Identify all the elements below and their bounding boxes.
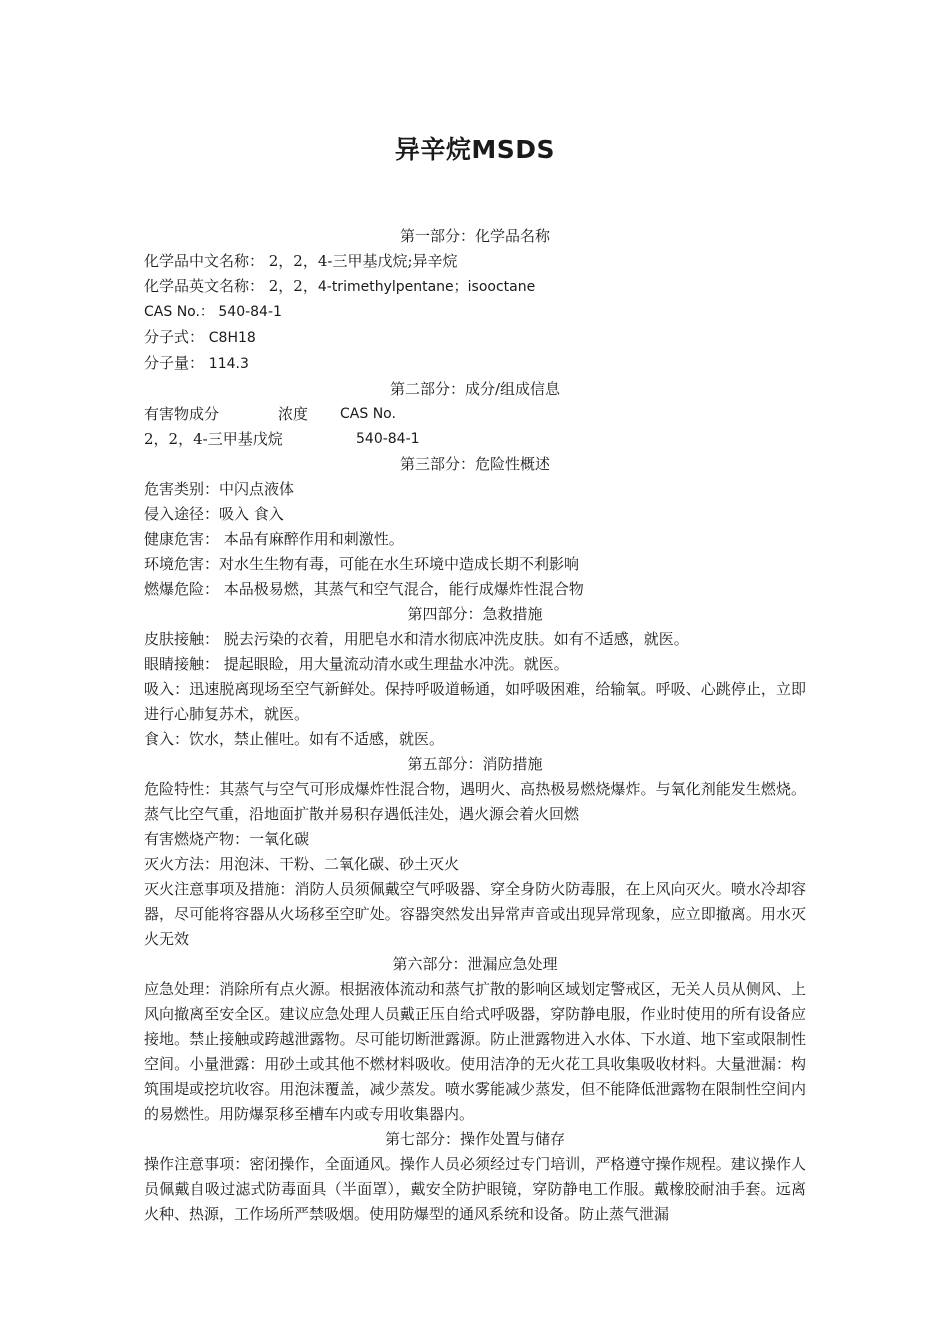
combustion-product-line: 有害燃烧产物：一氧化碳 bbox=[144, 830, 310, 848]
part7-heading: 第七部分：操作处置与储存 bbox=[384, 1130, 565, 1148]
weight-label: 分子量： bbox=[144, 354, 209, 372]
composition-header-concentration: 浓度 bbox=[278, 405, 309, 423]
weight-value: 114.3 bbox=[208, 356, 249, 372]
formula-line bbox=[144, 325, 806, 351]
composition-component: 2，2，4-三甲基戊烷 bbox=[144, 430, 283, 448]
environment-hazard-line: 环境危害：对水生生物有毒，可能在水生环境中造成长期不利影响 bbox=[144, 555, 580, 573]
part1-heading: 第一部分：化学品名称 bbox=[399, 227, 550, 245]
emergency-handling-line: 应急处理：消除所有点火源。根据液体流动和蒸气扩散的影响区域划定警戒区，无关人员从侧风、上风向撤离至安全区。建议应急处理人员戴正压自给式呼吸器，穿防静电服，作业时使用的所有设备应接地。禁止接触或跨越泄露物。尽可能切断泄露源。防止泄露物进入水体、下水道、地下室或限制性空间。小量泄露：用砂土或其他不燃材料吸收。使用洁净的无火花工具收集吸收材料。大量泄漏：构筑围堤或挖坑收容。用泡沫覆盖，减少蒸发。喷水雾能减少蒸发，但不能降低泄露物在限制性空间内的易燃性。用防爆泵移至槽车内或专用收集器内。 bbox=[144, 980, 806, 1123]
extinguish-method-line: 灭火方法：用泡沫、干粉、二氧化碳、砂土灭火 bbox=[144, 855, 460, 873]
part3-heading: 第三部分：危险性概述 bbox=[399, 455, 550, 473]
en-name-value: 4-trimethylpentane；isooctane bbox=[317, 279, 536, 295]
hazard-property-line: 危险特性：其蒸气与空气可形成爆炸性混合物，遇明火、高热极易燃烧爆炸。与氧化剂能发生燃烧。蒸气比空气重，沿地面扩散并易积存遇低洼处，遇火源会着火回燃 bbox=[144, 780, 806, 823]
document-body bbox=[144, 224, 806, 1227]
en-name-line bbox=[144, 274, 806, 300]
part4-heading: 第四部分：急救措施 bbox=[407, 605, 543, 623]
hazard-class-line: 危害类别：中闪点液体 bbox=[144, 480, 295, 498]
en-name-label: 化学品英文名称： 2，2， bbox=[144, 277, 318, 295]
formula-value: C8H18 bbox=[208, 330, 256, 346]
formula-label: 分子式： bbox=[144, 328, 209, 346]
part6-heading: 第六部分：泄漏应急处理 bbox=[392, 955, 558, 973]
ingestion-line: 食入：饮水，禁止催吐。如有不适感，就医。 bbox=[144, 730, 445, 748]
cas-line: CAS No.： 540-84-1 bbox=[144, 304, 282, 320]
part5-heading: 第五部分：消防措施 bbox=[407, 755, 543, 773]
composition-header-row bbox=[144, 402, 806, 427]
composition-header-component: 有害物成分 bbox=[144, 405, 220, 423]
operation-note-line: 操作注意事项：密闭操作，全面通风。操作人员必须经过专门培训，严格遵守操作规程。建议操作人员佩戴自吸过滤式防毒面具（半面罩），戴安全防护眼镜，穿防静电工作服。戴橡胶耐油手套。远离火种、热源，工作场所严禁吸烟。使用防爆型的通风系统和设备。防止蒸气泄漏 bbox=[144, 1155, 806, 1223]
health-hazard-line: 健康危害： 本品有麻醉作用和刺激性。 bbox=[144, 530, 404, 548]
explosion-hazard-line: 燃爆危险： 本品极易燃，其蒸气和空气混合，能行成爆炸性混合物 bbox=[144, 580, 584, 598]
cn-name-line: 化学品中文名称： 2，2，4-三甲基戊烷;异辛烷 bbox=[144, 252, 458, 270]
part2-heading: 第二部分：成分/组成信息 bbox=[389, 380, 561, 398]
composition-row bbox=[144, 427, 806, 452]
composition-header-cas: CAS No. bbox=[340, 406, 396, 422]
document-title: 异辛烷MSDS bbox=[394, 135, 556, 164]
exposure-route-line: 侵入途径：吸入 食入 bbox=[144, 505, 284, 523]
skin-contact-line: 皮肤接触： 脱去污染的衣着，用肥皂水和清水彻底冲洗皮肤。如有不适感，就医。 bbox=[144, 630, 689, 648]
composition-cas: 540-84-1 bbox=[356, 431, 420, 447]
weight-line bbox=[144, 351, 806, 377]
firefighting-note-line: 灭火注意事项及措施：消防人员须佩戴空气呼吸器、穿全身防火防毒服，在上风向灭火。喷水冷却容器，尽可能将容器从火场移至空旷处。容器突然发出异常声音或出现异常现象，应立即撤离。用水灭火无效 bbox=[144, 880, 806, 948]
inhalation-line: 吸入：迅速脱离现场至空气新鲜处。保持呼吸道畅通，如呼吸困难，给输氧。呼吸、心跳停止，立即进行心肺复苏术，就医。 bbox=[144, 680, 806, 723]
eye-contact-line: 眼睛接触： 提起眼睑，用大量流动清水或生理盐水冲洗。就医。 bbox=[144, 655, 569, 673]
